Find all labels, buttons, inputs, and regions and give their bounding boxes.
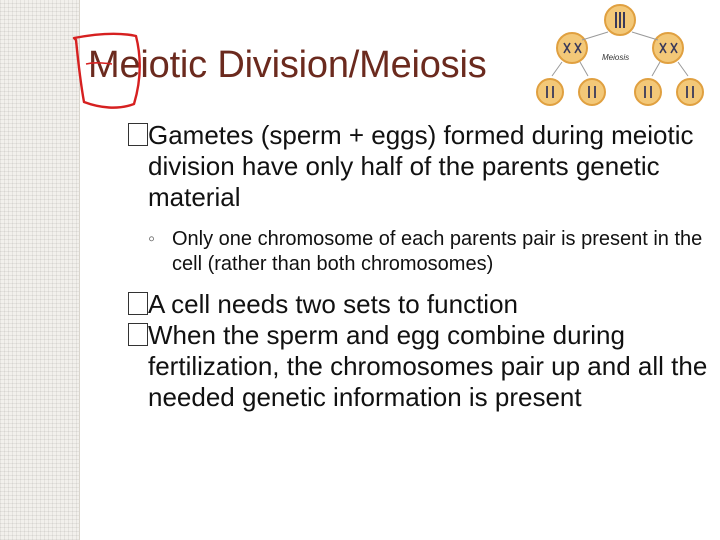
bullet-item: Gametes (sperm + eggs) formed during meiotic division have only half of the parents genetic material [128,120,708,213]
sub-bullet-item: ◦ Only one chromosome of each parents pair is present in the cell (rather than both chromosomes) [148,228,703,275]
diagram-label: Meiosis [602,53,630,62]
bullet-square-icon [128,292,148,315]
bullet-item: A cell needs two sets to function [128,289,708,320]
cell-parent [605,5,635,35]
meiosis-diagram [520,0,720,114]
gamete-cell-1 [537,79,563,105]
cell-division-right [653,33,683,63]
ring-bullet-icon: ◦ [148,228,156,250]
bullet-item: When the sperm and egg combine during fertilization, the chromosomes pair up and all the needed genetic information is present [128,320,708,413]
bullet-square-icon [128,323,148,346]
bullet-square-icon [128,123,148,146]
gamete-cell-2 [579,79,605,105]
gamete-cell-4 [677,79,703,105]
cell-division-left [557,33,587,63]
bullet-list [128,120,708,413]
gamete-cell-3 [635,79,661,105]
slide-title: Meiotic Division/Meiosis [88,44,487,86]
decorative-side-panel [0,0,80,540]
